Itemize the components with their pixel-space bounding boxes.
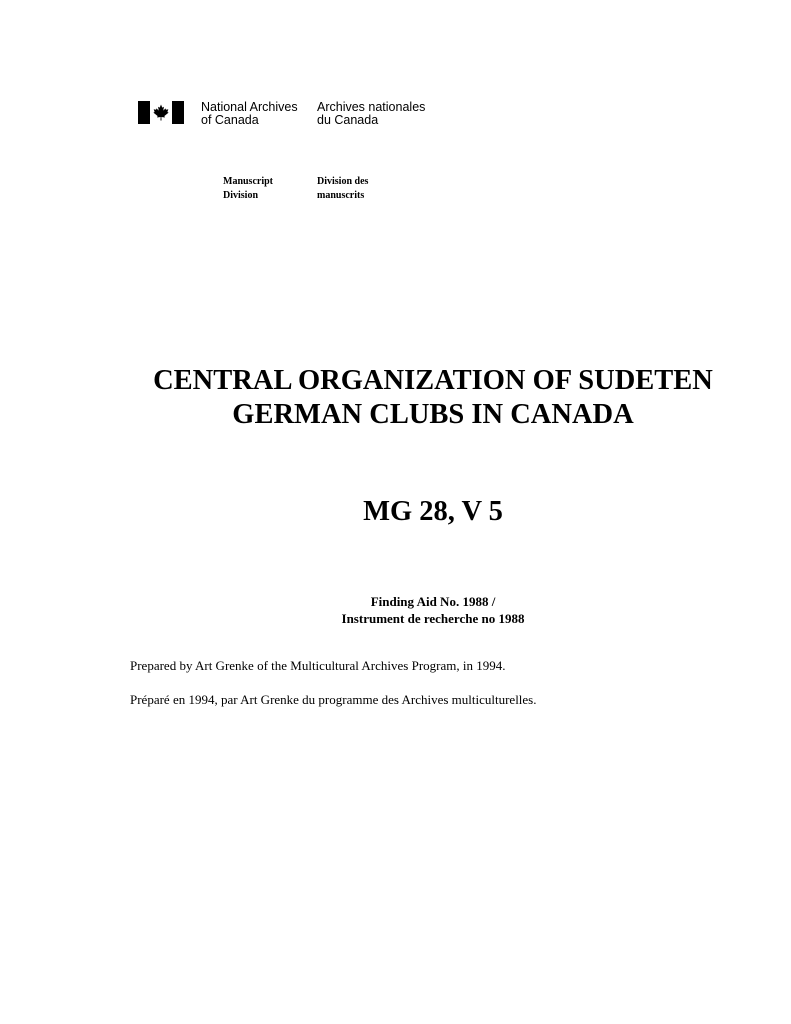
division-french-line2: manuscrits [317,190,365,201]
agency-name-english-line1: National Archives [201,100,298,114]
prepared-by-english: Prepared by Art Grenke of the Multicultural Archives Program, in 1994. [130,658,506,673]
prepared-by-french: Préparé en 1994, par Art Grenke du programme des Archives multiculturelles. [130,692,537,707]
fonds-reference-number: MG 28, V 5 [363,496,503,527]
division-english-line2: Division [223,190,259,201]
canada-flag-icon [138,101,184,124]
maple-leaf-icon [153,105,168,121]
division-name-english [223,175,273,203]
finding-aid-line2: Instrument de recherche no 1988 [341,611,525,626]
document-title [0,364,791,432]
finding-aid-line1: Finding Aid No. 1988 / [370,594,496,609]
agency-name-english [201,101,298,127]
division-name-french [317,175,368,203]
agency-name-french [317,101,425,127]
division-french-line1: Division des [317,176,369,187]
division-english-line1: Manuscript [223,176,273,187]
agency-name-french-line1: Archives nationales [317,100,426,114]
agency-name-english-line2: of Canada [201,113,259,127]
canada-wordmark [138,101,184,124]
finding-aid-number [0,593,791,627]
document-title-line2: GERMAN CLUBS IN CANADA [232,399,634,430]
document-title-line1: CENTRAL ORGANIZATION OF SUDETEN [153,365,713,396]
agency-name-french-line2: du Canada [317,113,379,127]
